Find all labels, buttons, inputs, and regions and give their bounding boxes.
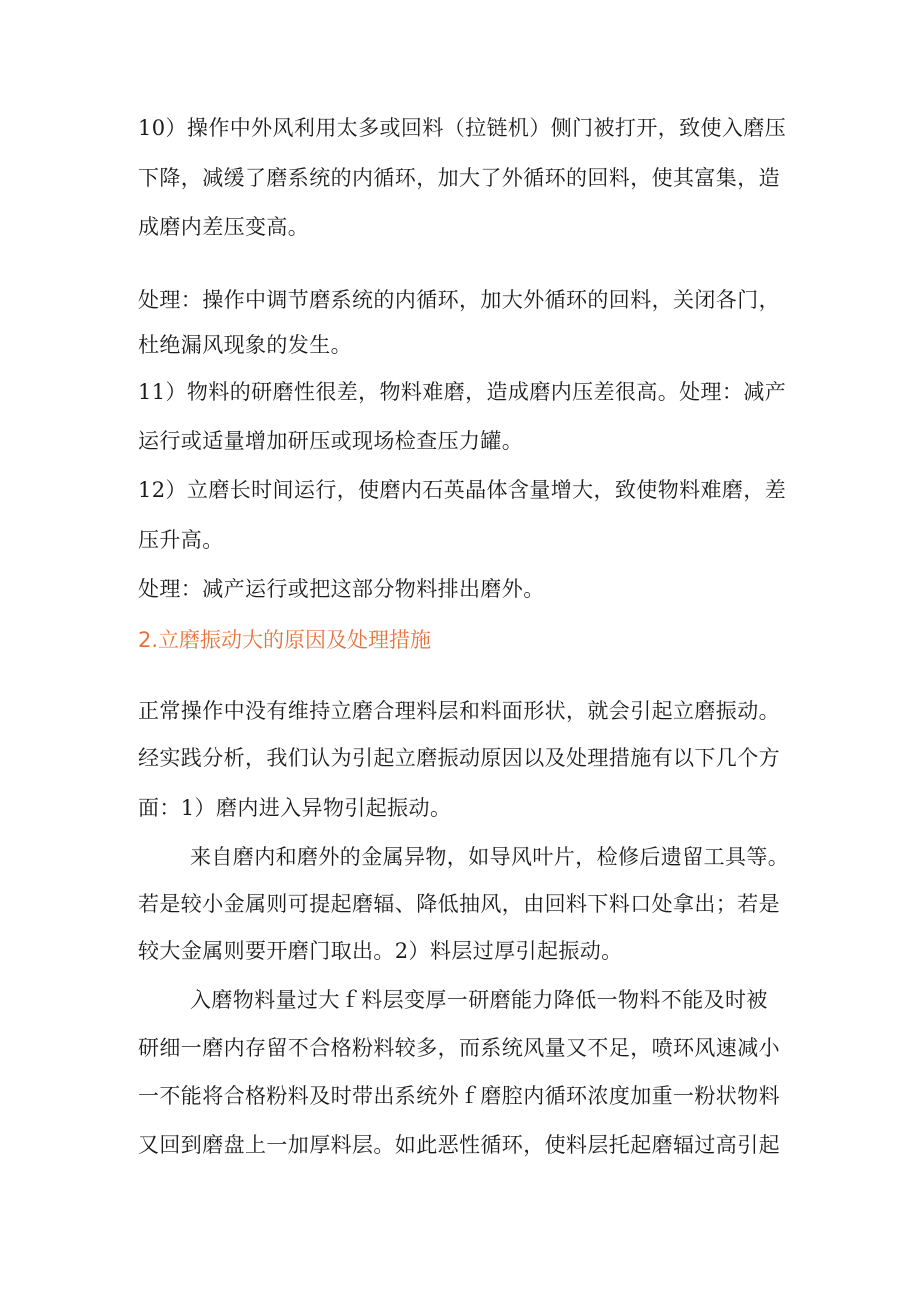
paragraph-line-11-cause: 11）物料的研磨性很差，物料难磨，造成磨内压差很高。处理：减产 [138,380,787,404]
paragraph-line: 一不能将合格粉料及时带出系统外ｆ磨腔内循环浓度加重一粉状物料 [138,1084,780,1108]
section-heading: 2.立磨振动大的原因及处理措施 [138,628,432,652]
paragraph-line-indented: 来自磨内和磨外的金属异物，如导风叶片，检修后遗留工具等。 [190,845,790,869]
paragraph-line: 研细一磨内存留不合格粉料较多，而系统风量又不足，喷环风速减小 [138,1036,780,1060]
paragraph-line: 成磨内差压变高。 [138,215,310,239]
paragraph-line: 较大金属则要开磨门取出。2）料层过厚引起振动。 [138,939,623,963]
paragraph-line: 杜绝漏风现象的发生。 [138,333,352,357]
paragraph-line: 正常操作中没有维持立磨合理料层和料面形状，就会引起立磨振动。 [138,699,780,723]
paragraph-line: 面：1）磨内进入异物引起振动。 [138,796,452,820]
paragraph-line: 运行或适量增加研压或现场检查压力罐。 [138,429,524,453]
paragraph-line-12-cause: 12）立磨长时间运行，使磨内石英晶体含量增大，致使物料难磨，差 [138,478,787,502]
paragraph-line: 下降，减缓了磨系统的内循环，加大了外循环的回料，使其富集，造 [138,166,780,190]
paragraph-line: 又回到磨盘上一加厚料层。如此恶性循环，使料层托起磨辐过高引起 [138,1133,780,1157]
paragraph-line: 若是较小金属则可提起磨辐、降低抽风，由回料下料口处拿出；若是 [138,892,780,916]
paragraph-line-treatment: 处理：操作中调节磨系统的内循环，加大外循环的回料，关闭各门， [138,288,780,312]
paragraph-line-treatment: 处理：减产运行或把这部分物料排出磨外。 [138,577,545,601]
paragraph-line: 压升高。 [138,528,224,552]
paragraph-line-indented: 入磨物料量过大ｆ料层变厚一研磨能力降低一物料不能及时被 [190,988,768,1012]
paragraph-line-10-cause: 10）操作中外风利用太多或回料（拉链机）侧门被打开，致使入磨压 [138,116,787,140]
paragraph-line: 经实践分析，我们认为引起立磨振动原因以及处理措施有以下几个方 [138,746,780,770]
